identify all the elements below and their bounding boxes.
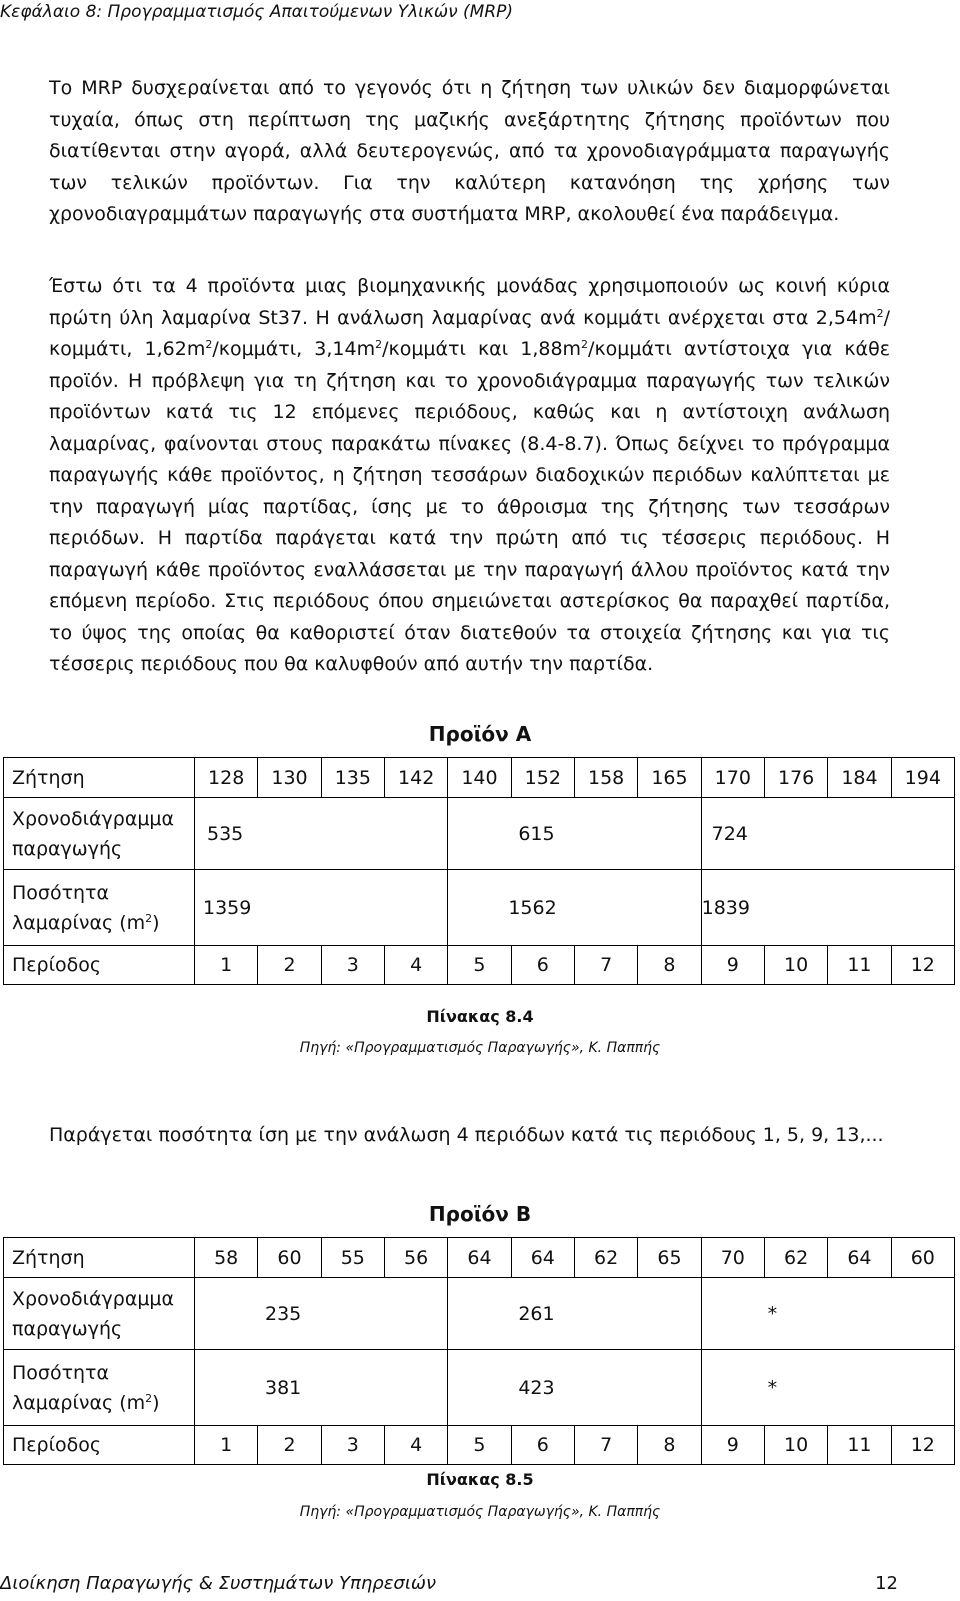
table-cell: 3 [321,1426,384,1465]
table-cell: 235 [195,1278,448,1350]
table-cell: 140 [448,758,511,798]
table-cell: 7 [574,1426,637,1465]
table-cell: 64 [511,1238,574,1278]
table-a-sheet-row [4,870,955,946]
table-cell: 128 [195,758,258,798]
table-cell: 1562 [448,870,701,946]
table-b-source: Πηγή: «Προγραμματισμός Παραγωγής», Κ. Παππής [299,1504,661,1520]
table-cell: 158 [574,758,637,798]
table-cell: 8 [638,946,701,985]
table-cell: 4 [384,946,447,985]
example-text-4: /κομμάτι και 1,88m [382,338,582,360]
label-line: Ποσότητα [12,881,110,904]
table-cell: 62 [764,1238,827,1278]
table-cell: 261 [448,1278,701,1350]
table-cell: 11 [828,946,891,985]
table-cell: 194 [891,758,954,798]
table-cell: 62 [574,1238,637,1278]
superscript: 2 [581,338,589,351]
table-cell: 135 [321,758,384,798]
example-text-3: /κομμάτι, 3,14m [212,338,376,360]
table-b-period-row [4,1426,955,1465]
table-cell: 184 [828,758,891,798]
table-cell: 12 [891,1426,954,1465]
table-cell: 10 [764,1426,827,1465]
table-cell: 3 [321,946,384,985]
row-label-schedule [4,1278,195,1350]
superscript: 2 [205,338,213,351]
table-a-period-row [4,946,955,985]
label-line: παραγωγής [12,1317,123,1340]
superscript: 2 [145,911,153,925]
row-label-demand: Ζήτηση [4,758,195,798]
table-cell: 1 [195,1426,258,1465]
production-note-paragraph: Παράγεται ποσότητα ίση με την ανάλωση 4 περιόδων κατά τις περιόδους 1, 5, 9, 13,... [49,1124,884,1146]
label-line: Χρονοδιάγραμμα [12,807,175,830]
label-line: ) [152,1391,160,1414]
table-cell: 724 [701,798,954,870]
table-cell: 5 [448,946,511,985]
table-cell: 176 [764,758,827,798]
example-text-1: Έστω ότι τα 4 προϊόντα μιας βιομηχανικής μονάδας χρησιμοποιούν ως κοινή κύρια πρώτη ύλη λαμαρίνα St37. Η ανάλωση λαμαρίνας ανά κομμάτι ανέρχεται στα 2,54m [49,275,890,329]
table-cell: 1359 [195,870,448,946]
label-line: ) [152,911,160,934]
table-cell: 55 [321,1238,384,1278]
table-b-demand-row [4,1238,955,1278]
table-a-caption: Πίνακας 8.4 [426,1007,534,1026]
table-b-sheet-row [4,1350,955,1426]
table-cell: 60 [891,1238,954,1278]
label-line: παραγωγής [12,837,123,860]
example-text-2: /κομμάτι, 1,62m [49,306,890,360]
table-cell: 9 [701,946,764,985]
table-cell: 64 [448,1238,511,1278]
table-cell: 142 [384,758,447,798]
table-cell: 381 [195,1350,448,1426]
table-cell: 130 [258,758,321,798]
label-line: λαμαρίνας (m [12,911,146,934]
table-cell: 60 [258,1238,321,1278]
table-a-title: Προϊόν Α [428,722,532,746]
table-cell: 8 [638,1426,701,1465]
table-cell: 615 [448,798,701,870]
row-label-schedule [4,798,195,870]
table-cell: 4 [384,1426,447,1465]
table-cell: 58 [195,1238,258,1278]
table-cell: 165 [638,758,701,798]
label-line: λαμαρίνας (m [12,1391,146,1414]
table-cell: 170 [701,758,764,798]
table-cell: 65 [638,1238,701,1278]
table-a-demand-row [4,758,955,798]
table-cell: 10 [764,946,827,985]
table-b [3,1237,955,1465]
row-label-demand: Ζήτηση [4,1238,195,1278]
table-cell: * [701,1350,954,1426]
intro-paragraph: Το MRP δυσχεραίνεται από το γεγονός ότι η ζήτηση των υλικών δεν διαμορφώνεται τυχαία, όπως στη περίπτωση της μαζικής ανεξάρτητης ζήτησης προϊόντων που διατίθενται στην αγορά, αλλά δευτερογενώς, από τα χρονοδιαγράμματα παραγωγής των τελικών προϊόντων. Για την καλύτερη κατανόηση της χρήσης των χρονοδιαγραμμάτων παραγωγής στα συστήματα MRP, ακολουθεί ένα παράδειγμα. [49,77,890,225]
row-label-period: Περίοδος [4,1426,195,1465]
example-text-5: /κομμάτι αντίστοιχα για κάθε προϊόν. Η πρόβλεψη για τη ζήτηση και το χρονοδιάγραμμα παραγωγής των τελικών προϊόντων κατά τις 12 επόμενες περιόδους, καθώς και η αντίστοιχη ανάλωση λαμαρίνας, φαίνονται στους παρακάτω πίνακες (8.4-8.7). Όπως δείχνει το πρόγραμμα παραγωγής κάθε προϊόντος, η ζήτηση τεσσάρων διαδοχικών περιόδων καλύπτεται με την παραγωγή μίας παρτίδας, ίσης με το άθροισμα της ζήτησης των τεσσάρων περιόδων. Η παρτίδα παράγεται κατά την πρώτη από τις τέσσερις περιόδους. Η παραγωγή κάθε προϊόντος εναλλάσσεται με την παραγωγή άλλου προϊόντος κατά την επόμενη περίοδο. Στις περιόδους όπου σημειώνεται αστερίσκος θα παραχθεί παρτίδα, το ύψος της οποίας θα καθοριστεί όταν διατεθούν τα στοιχεία ζήτησης και για τις τέσσερις περιόδους που θα καλυφθούν από αυτήν την παρτίδα. [49,338,890,675]
example-paragraph [49,271,890,681]
table-a-source: Πηγή: «Προγραμματισμός Παραγωγής», Κ. Παππής [299,1040,661,1056]
table-cell: * [701,1278,954,1350]
table-cell: 6 [511,946,574,985]
page-number: 12 [875,1573,898,1594]
table-cell: 70 [701,1238,764,1278]
table-cell: 535 [195,798,448,870]
superscript: 2 [375,338,383,351]
table-cell: 56 [384,1238,447,1278]
table-cell: 152 [511,758,574,798]
table-a-schedule-row [4,798,955,870]
table-cell: 2 [258,946,321,985]
row-label-sheet [4,870,195,946]
table-cell: 1 [195,946,258,985]
table-cell: 64 [828,1238,891,1278]
table-cell: 7 [574,946,637,985]
row-label-sheet [4,1350,195,1426]
table-cell: 5 [448,1426,511,1465]
table-b-schedule-row [4,1278,955,1350]
table-b-caption: Πίνακας 8.5 [426,1470,534,1489]
superscript: 2 [145,1391,153,1405]
table-cell: 11 [828,1426,891,1465]
table-cell: 423 [448,1350,701,1426]
page-footer-title: Διοίκηση Παραγωγής & Συστημάτων Υπηρεσιών [0,1573,437,1594]
table-cell: 9 [701,1426,764,1465]
label-line: Χρονοδιάγραμμα [12,1287,175,1310]
table-cell: 12 [891,946,954,985]
table-b-title: Προϊόν Β [428,1202,532,1226]
superscript: 2 [876,306,884,320]
row-label-period: Περίοδος [4,946,195,985]
table-cell: 6 [511,1426,574,1465]
page-header: Κεφάλαιο 8: Προγραμματισμός Απαιτούμενων Υλικών (MRP) [0,2,514,22]
label-line: Ποσότητα [12,1361,110,1384]
table-cell: 1839 [701,870,954,946]
table-a [3,757,955,985]
table-cell: 2 [258,1426,321,1465]
